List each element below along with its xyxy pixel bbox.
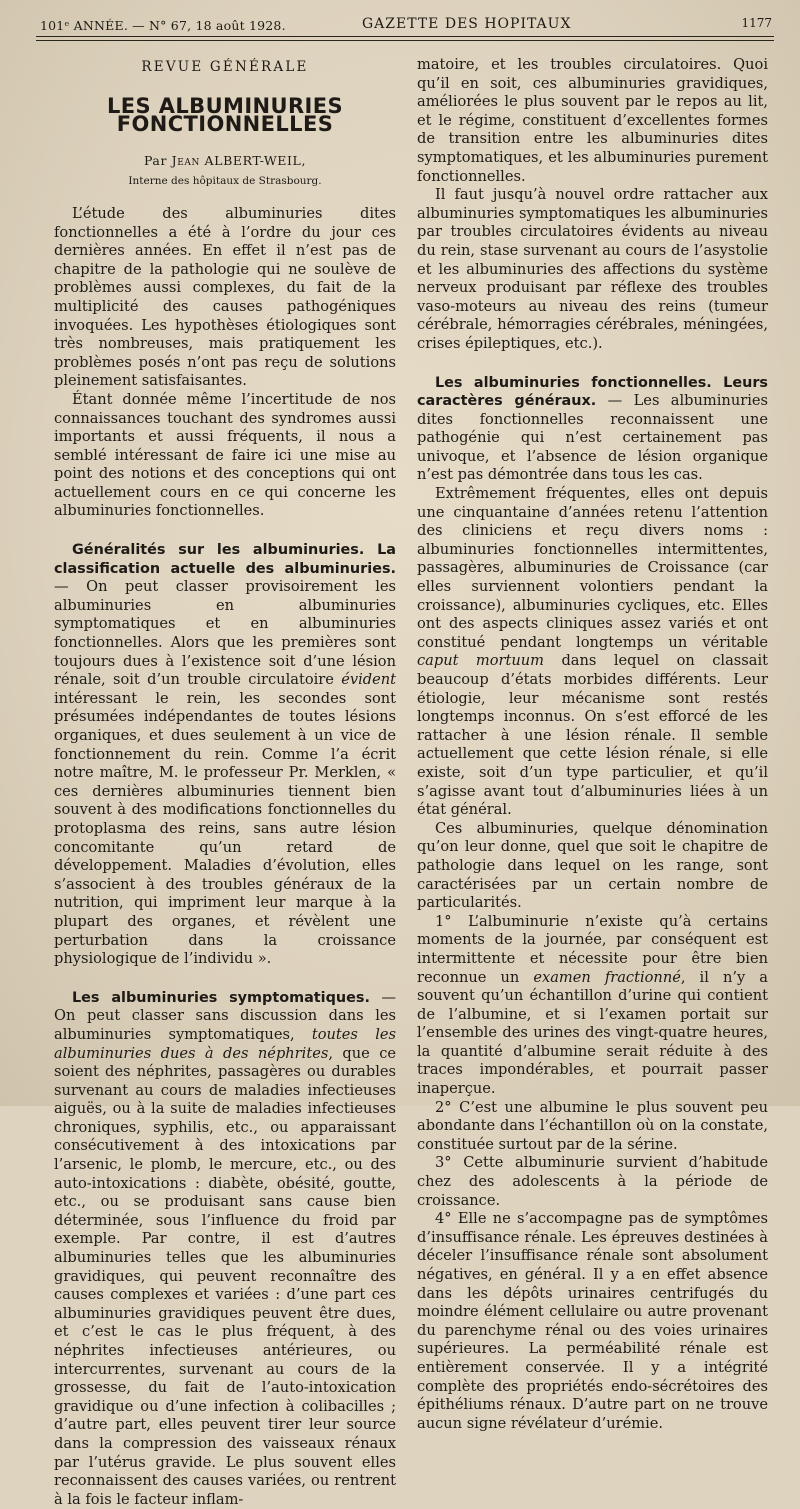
list-item: 2° C’est une albumine le plus souvent peu abondante dans l’échantillon où on la constate, constituée surtout par de la sérine.	[417, 1098, 768, 1153]
spacer	[417, 354, 768, 374]
page-number: 1177	[741, 16, 772, 30]
list-item: 1° L’albuminurie n’existe qu’à certains moments de la journée, par conséquent est intermittente et nécessite pour être bien reconnue un examen fractionné, il n’y a souvent qu’un échantillon d’urine qui contient de l’albumine, et si l’examen portait sur l’ensemble des urines des vingt-quatre heures, la quantité d’albumine serait réduite à des traces impondérables, et pourrait passer inaperçue.	[417, 912, 769, 1098]
subheading: Les albuminuries fonctionnelles. Leurs caractères généraux.	[417, 374, 768, 410]
paragraph: Extrêmement fréquentes, elles ont depuis une cinquantaine d’années retenu l’attention des cliniciens et reçu divers noms : albuminuries fonctionnelles intermittentes, passagères, albuminuries de Croissance (car elles surviennent volontiers pendant la croissance), albuminuries cycliques, etc. Elles ont des aspects cliniques assez variés et ont constitué pendant longtemps un véritable caput mortuum dans lequel on classait beaucoup d’états morbides différents. Leur étiologie, leur mécanisme sont restés longtemps inconnus. On s’est efforcé de les rattacher à une lésion rénale. Il semble actuellement que cette lésion rénale, si elle existe, soit d’un type particulier, et qu’il s’agisse avant tout d’albuminuries liées à un état général.	[417, 485, 768, 819]
paragraph: Étant donnée même l’incertitude de nos connaissances touchant des syndromes aussi importants et aussi fréquents, il nous a semblé intéressant de faire ici une mise au point des notions et des conceptions qui ont actuellement cours en ce qui concerne les albuminuries fonctionnelles.	[54, 390, 396, 520]
byline	[54, 152, 396, 171]
running-header	[40, 14, 772, 36]
section-heading: REVUE GÉNÉRALE	[141, 59, 309, 75]
journal-title: GAZETTE DES HOPITAUX	[362, 16, 572, 32]
header-rule-bottom	[36, 40, 774, 41]
author-affiliation: Interne des hôpitaux de Strasbourg.	[128, 175, 322, 188]
paragraph: Les albuminuries fonctionnelles. Leurs caractères généraux. — Les albuminuries dites fonctionnelles reconnaissent une pathogénie qui n’est certainement pas univoque, et l’absence de lésion organique n’est pas démontrée dans tous les cas.	[417, 374, 768, 484]
list-item: 3° Cette albuminurie survient d’habitude chez des adolescents à la période de croissance.	[417, 1154, 768, 1209]
paragraph: matoire, et les troubles circulatoires. Quoi qu’il en soit, ces albuminuries gravidiques, améliorées le plus souvent par le repos au lit, et le régime, constituent d’excellentes formes de transition entre les albuminuries dites symptomatiques, et les albuminuries purement fonctionnelles.	[417, 56, 768, 185]
article-title: LES ALBUMINURIES FONCTIONNELLES	[106, 93, 344, 137]
subheading: Généralités sur les albuminuries. La classification actuelle des albuminuries.	[54, 542, 396, 577]
paragraph: L’étude des albuminuries dites fonctionnelles a été à l’ordre du jour ces dernières années. En effet il n’est pas de chapitre de la pathologie qui ne soulève de problèmes aussi complexes, du fait de la multiplicité des causes pathogéniques invoquées. Les hypothèses étiologiques sont très nombreuses, mais pratiquement les problèmes posés n’ont pas reçu de solutions pleinement satisfaisantes.	[54, 204, 396, 390]
paragraph: Les albuminuries symptomatiques. — On peut classer sans discussion dans les albuminuries symptomatiques, toutes les albuminuries dues à des néphrites, que ce soient des néphrites, passagères ou durables survenant au cours de maladies infectieuses aiguës, ou à la suite de maladies infectieuses chroniques, syphilis, etc., ou apparaissant consécutivement à des intoxications par l’arsenic, le plomb, le mercure, etc., ou des auto-intoxications : diabète, obésité, goutte, etc., ou se produisant sans cause bien déterminée, sous l’influence du froid par exemple. Par contre, il est d’autres albuminuries telles que les albuminuries gravidiques, qui peuvent reconnaître des causes complexes et variées : d’une part ces albuminuries gravidiques peuvent être dues, et c’est le cas le plus fréquent, à des néphrites infectieuses antérieures, ou intercurrentes, survenant au cours de la grossesse, du fait de l’auto-intoxication gravidique ou d’une infection à colibacilles ; d’autre part, elles peuvent tirer leur source dans la compression des vaisseaux rénaux par l’utérus gravide. Le plus souvent elles reconnaissent des causes variées, ou rentrent à la fois le facteur inflam-	[54, 988, 397, 1508]
paragraph: Ces albuminuries, quelque dénomination qu’on leur donne, quel que soit le chapitre de pathologie dans lequel on les range, sont caractérisées par un certain nombre de particularités.	[417, 819, 768, 912]
author-name: Jean ALBERT-WEIL,	[171, 152, 307, 168]
left-column	[54, 52, 396, 1509]
byline-prefix: Par	[143, 152, 172, 168]
list-item: 4° Elle ne s’accompagne pas de symptômes d’insuffisance rénale. Les épreuves destinées à déceler l’insuffisance rénale sont absolument négatives, en général. Il y a en effet absence dans les dépôts urinaires centrifugés du moindre élément cellulaire ou autre provenant du parenchyme rénal ou des voies urinaires supérieures. La perméabilité rénale est entièrement conservée. Il y a intégrité complète des propriétés endo-sécrétoires des épithéliums rénaux. D’autre part on ne trouve aucun signe révélateur d’urémie.	[417, 1210, 768, 1432]
paragraph: Généralités sur les albuminuries. La classification actuelle des albuminuries. — On peut classer provisoirement les albuminuries en albuminuries symptomatiques et en albuminuries fonctionnelles. Alors que les premières sont toujours dues à l’existence soit d’une lésion rénale, soit d’un trouble circulatoire évident intéressant le rein, les secondes sont présumées indépendantes de toutes lésions organiques, et dues seulement à un vice de fonctionnement du rein. Comme l’a écrit notre maître, M. le professeur Pr. Merklen, « ces dernières albuminuries tiennent bien souvent à des modifications fonctionnelles du protoplasma des reins, sans autre lésion concomitante qu’un retard de développement. Maladies d’évolution, elles s’associent à des troubles généraux de la nutrition, qui impriment leur marque à la plupart des organes, et révèlent une perturbation dans la croissance physiologique de l’individu ».	[54, 542, 396, 968]
subheading: Les albuminuries symptomatiques.	[72, 989, 370, 1006]
spacer	[54, 969, 396, 989]
right-column	[417, 56, 768, 1433]
header-rule-top	[36, 36, 774, 37]
paragraph: Il faut jusqu’à nouvel ordre rattacher aux albuminuries symptomatiques les albuminuries par troubles circulatoires évidents au niveau du rein, stase survenant au cours de l’asystolie et les albuminuries des affections du système nerveux produisant par réflexe des troubles vaso-moteurs au niveau des reins (tumeur cérébrale, hémorragies cérébrales, méningées, crises épileptiques, etc.).	[417, 186, 768, 352]
issue-info: 101ᵉ ANNÉE. — N° 67, 18 août 1928.	[40, 18, 286, 33]
spacer	[54, 521, 396, 541]
